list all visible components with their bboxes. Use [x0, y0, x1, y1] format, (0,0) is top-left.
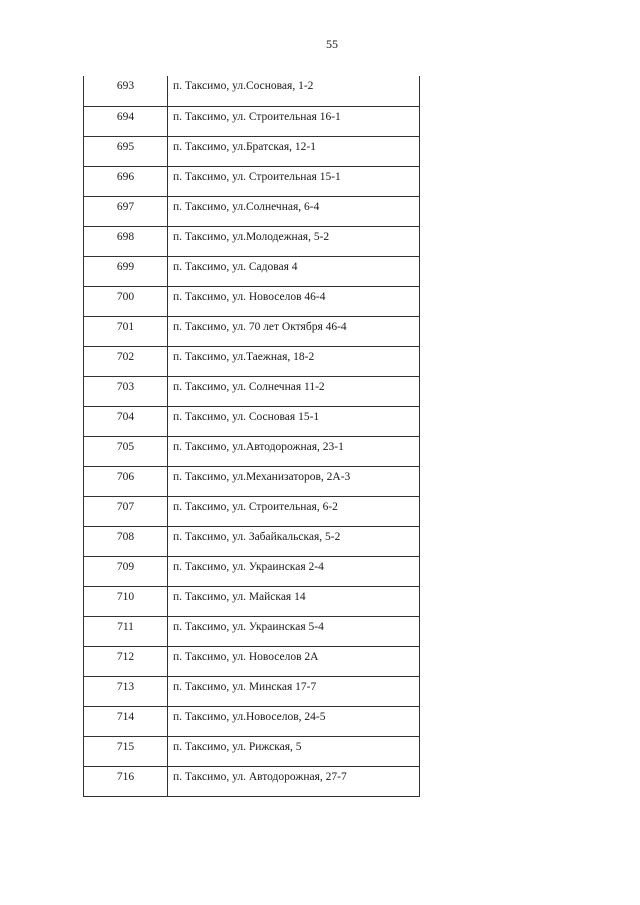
row-number-cell: 707 [84, 496, 168, 526]
table-row [84, 196, 420, 226]
row-number-cell: 704 [84, 406, 168, 436]
table-row [84, 436, 420, 466]
table-row [84, 226, 420, 256]
address-cell: п. Таксимо, ул. Рижская, 5 [168, 736, 420, 766]
address-cell: п. Таксимо, ул. Майская 14 [168, 586, 420, 616]
table-row [84, 706, 420, 736]
table-row [84, 646, 420, 676]
address-cell: п. Таксимо, ул. Украинская 5-4 [168, 616, 420, 646]
address-cell: п. Таксимо, ул.Автодорожная, 23-1 [168, 436, 420, 466]
row-number-cell: 712 [84, 646, 168, 676]
table-row [84, 556, 420, 586]
table-row [84, 766, 420, 796]
row-number-cell: 715 [84, 736, 168, 766]
page-number: 55 [326, 37, 338, 51]
row-number-cell: 694 [84, 106, 168, 136]
address-cell: п. Таксимо, ул.Таежная, 18-2 [168, 346, 420, 376]
row-number-cell: 699 [84, 256, 168, 286]
address-cell: п. Таксимо, ул. 70 лет Октября 46-4 [168, 316, 420, 346]
address-cell: п. Таксимо, ул. Строительная 16-1 [168, 106, 420, 136]
address-cell: п. Таксимо, ул. Новоселов 2А [168, 646, 420, 676]
table-row [84, 496, 420, 526]
table-row [84, 256, 420, 286]
row-number-cell: 706 [84, 466, 168, 496]
table-row [84, 676, 420, 706]
table-row [84, 316, 420, 346]
address-table [83, 76, 420, 797]
row-number-cell: 716 [84, 766, 168, 796]
row-number-cell: 709 [84, 556, 168, 586]
row-number-cell: 702 [84, 346, 168, 376]
address-cell: п. Таксимо, ул. Автодорожная, 27-7 [168, 766, 420, 796]
row-number-cell: 698 [84, 226, 168, 256]
row-number-cell: 708 [84, 526, 168, 556]
row-number-cell: 703 [84, 376, 168, 406]
row-number-cell: 697 [84, 196, 168, 226]
table-row [84, 406, 420, 436]
table-row [84, 376, 420, 406]
address-cell: п. Таксимо, ул. Забайкальская, 5-2 [168, 526, 420, 556]
table-row [84, 136, 420, 166]
address-cell: п. Таксимо, ул. Минская 17-7 [168, 676, 420, 706]
address-table-body [84, 76, 420, 796]
table-row [84, 736, 420, 766]
address-cell: п. Таксимо, ул. Строительная 15-1 [168, 166, 420, 196]
table-row [84, 166, 420, 196]
address-cell: п. Таксимо, ул.Новоселов, 24-5 [168, 706, 420, 736]
row-number-cell: 695 [84, 136, 168, 166]
address-cell: п. Таксимо, ул.Молодежная, 5-2 [168, 226, 420, 256]
row-number-cell: 710 [84, 586, 168, 616]
row-number-cell: 700 [84, 286, 168, 316]
row-number-cell: 701 [84, 316, 168, 346]
row-number-cell: 714 [84, 706, 168, 736]
address-cell: п. Таксимо, ул.Солнечная, 6-4 [168, 196, 420, 226]
address-cell: п. Таксимо, ул. Солнечная 11-2 [168, 376, 420, 406]
table-row [84, 286, 420, 316]
table-row [84, 586, 420, 616]
address-cell: п. Таксимо, ул.Братская, 12-1 [168, 136, 420, 166]
address-cell: п. Таксимо, ул. Сосновая 15-1 [168, 406, 420, 436]
address-cell: п. Таксимо, ул. Садовая 4 [168, 256, 420, 286]
address-cell: п. Таксимо, ул. Украинская 2-4 [168, 556, 420, 586]
table-row [84, 106, 420, 136]
table-row [84, 526, 420, 556]
row-number-cell: 713 [84, 676, 168, 706]
table-row [84, 346, 420, 376]
address-cell: п. Таксимо, ул. Строительная, 6-2 [168, 496, 420, 526]
row-number-cell: 705 [84, 436, 168, 466]
row-number-cell: 693 [84, 76, 168, 106]
table-row [84, 76, 420, 106]
address-cell: п. Таксимо, ул.Механизаторов, 2А-3 [168, 466, 420, 496]
address-cell: п. Таксимо, ул. Новоселов 46-4 [168, 286, 420, 316]
address-cell: п. Таксимо, ул.Сосновая, 1-2 [168, 76, 420, 106]
table-row [84, 616, 420, 646]
row-number-cell: 711 [84, 616, 168, 646]
row-number-cell: 696 [84, 166, 168, 196]
table-row [84, 466, 420, 496]
